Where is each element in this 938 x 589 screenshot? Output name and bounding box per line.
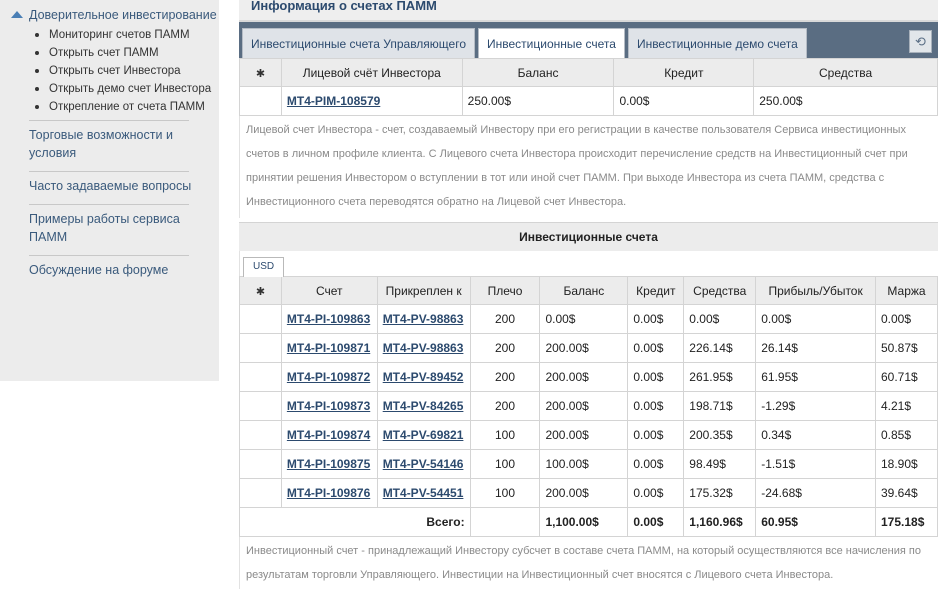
- total-funds: 1,160.96$: [684, 508, 756, 537]
- account-link[interactable]: MT4-PI-109871: [286, 341, 371, 355]
- account-link[interactable]: MT4-PI-109872: [286, 370, 371, 384]
- account-link[interactable]: MT4-PI-109873: [286, 399, 371, 413]
- settings-column[interactable]: [240, 277, 282, 305]
- attached-link[interactable]: MT4-PV-98863: [382, 341, 464, 355]
- column-header: Счет: [281, 277, 377, 305]
- sidebar: [0, 0, 219, 381]
- sidebar-subitem-open-investor[interactable]: Открыть счет Инвестора: [34, 62, 219, 80]
- main-content: [239, 0, 938, 589]
- account-link[interactable]: MT4-PI-109874: [286, 428, 371, 442]
- account-cell: [281, 334, 377, 363]
- column-header: Кредит: [614, 59, 754, 87]
- account-link[interactable]: MT4-PI-109875: [286, 457, 371, 471]
- account-cell: [281, 363, 377, 392]
- attached-link[interactable]: MT4-PV-84265: [382, 399, 464, 413]
- attached-cell: [377, 334, 470, 363]
- table-row: [240, 305, 938, 334]
- funds-cell: 0.00$: [684, 305, 756, 334]
- attached-cell: [377, 421, 470, 450]
- row-marker: [240, 450, 282, 479]
- account-cell: [281, 450, 377, 479]
- pl-cell: 61.95$: [756, 363, 876, 392]
- total-balance: 1,100.00$: [540, 508, 628, 537]
- pl-cell: -1.51$: [756, 450, 876, 479]
- row-marker: [240, 334, 282, 363]
- attached-cell: [377, 479, 470, 508]
- row-marker: [240, 305, 282, 334]
- attached-link[interactable]: MT4-PV-69821: [382, 428, 464, 442]
- leverage-cell: 200: [470, 305, 540, 334]
- credit-cell: 0.00$: [628, 392, 684, 421]
- attached-link[interactable]: MT4-PV-54451: [382, 486, 464, 500]
- sidebar-subitem-pamm-monitoring[interactable]: Мониторинг счетов ПАММ: [34, 26, 219, 44]
- margin-cell: 50.87$: [875, 334, 937, 363]
- balance-cell: 250.00$: [462, 87, 614, 116]
- section-title: Инвестиционные счета: [239, 222, 938, 251]
- attached-cell: [377, 363, 470, 392]
- table-row: [240, 392, 938, 421]
- account-cell: [281, 87, 462, 116]
- funds-cell: 175.32$: [684, 479, 756, 508]
- leverage-cell: 100: [470, 421, 540, 450]
- funds-cell: 261.95$: [684, 363, 756, 392]
- refresh-button[interactable]: [909, 30, 932, 53]
- total-empty: [470, 508, 540, 537]
- column-header: Средства: [754, 59, 938, 87]
- attached-cell: [377, 450, 470, 479]
- table-row: [240, 421, 938, 450]
- account-cell: [281, 479, 377, 508]
- investor-account-table: [239, 58, 938, 116]
- credit-cell: 0.00$: [628, 450, 684, 479]
- column-header: Прикреплен к: [377, 277, 470, 305]
- total-pl: 60.95$: [756, 508, 876, 537]
- balance-cell: 200.00$: [540, 421, 628, 450]
- tab-manager-accounts[interactable]: Инвестиционные счета Управляющего: [242, 28, 475, 58]
- leverage-cell: 100: [470, 479, 540, 508]
- credit-cell: 0.00$: [614, 87, 754, 116]
- column-header: Маржа: [875, 277, 937, 305]
- gear-icon[interactable]: ✱: [255, 67, 266, 80]
- table-header: [240, 59, 938, 87]
- pl-cell: -1.29$: [756, 392, 876, 421]
- balance-cell: 200.00$: [540, 334, 628, 363]
- margin-cell: 4.21$: [875, 392, 937, 421]
- column-header: Баланс: [540, 277, 628, 305]
- account-cell: [281, 305, 377, 334]
- balance-cell: 0.00$: [540, 305, 628, 334]
- row-marker: [240, 87, 282, 116]
- attached-link[interactable]: MT4-PV-54146: [382, 457, 464, 471]
- column-header: Кредит: [628, 277, 684, 305]
- credit-cell: 0.00$: [628, 421, 684, 450]
- account-cell: [281, 392, 377, 421]
- row-marker: [240, 392, 282, 421]
- sidebar-submenu: [34, 26, 219, 116]
- funds-cell: 98.49$: [684, 450, 756, 479]
- sidebar-item-trading-conditions[interactable]: Торговые возможности и условия: [29, 128, 173, 160]
- column-header: Плечо: [470, 277, 540, 305]
- row-marker: [240, 479, 282, 508]
- page-title: Информация о счетах ПАММ: [239, 0, 938, 22]
- balance-cell: 200.00$: [540, 363, 628, 392]
- attached-cell: [377, 392, 470, 421]
- funds-cell: 250.00$: [754, 87, 938, 116]
- margin-cell: 18.90$: [875, 450, 937, 479]
- gear-icon[interactable]: ✱: [255, 285, 266, 298]
- credit-cell: 0.00$: [628, 334, 684, 363]
- balance-cell: 200.00$: [540, 479, 628, 508]
- table-row: [240, 334, 938, 363]
- attached-cell: [377, 305, 470, 334]
- total-label: Всего:: [240, 508, 471, 537]
- credit-cell: 0.00$: [628, 305, 684, 334]
- sidebar-item-trust-investing[interactable]: [10, 6, 219, 24]
- balance-cell: 100.00$: [540, 450, 628, 479]
- balance-cell: 200.00$: [540, 392, 628, 421]
- attached-link[interactable]: MT4-PV-98863: [382, 312, 464, 326]
- tab-currency-usd[interactable]: USD: [243, 257, 284, 277]
- investor-account-note: Лицевой счет Инвестора - счет, создаваемый Инвестору при его регистрации в качестве пользователя Сервиса инвестиционных счетов в личном профиле клиента. С Лицевого счета Инвестора происходит перечисление средств на Инвестиционный счет при принятии решения Инвестором о вступлении в тот или иной счет ПАММ. При выходе Инвестора из счета ПАММ, средства с Инвестиционного счета переводятся обратно на Лицевой счет Инвестора.: [239, 116, 938, 218]
- margin-cell: 39.64$: [875, 479, 937, 508]
- leverage-cell: 200: [470, 334, 540, 363]
- attached-link[interactable]: MT4-PV-89452: [382, 370, 464, 384]
- column-header: Баланс: [462, 59, 614, 87]
- total-credit: 0.00$: [628, 508, 684, 537]
- funds-cell: 198.71$: [684, 392, 756, 421]
- pl-cell: 0.34$: [756, 421, 876, 450]
- margin-cell: 0.00$: [875, 305, 937, 334]
- account-link[interactable]: MT4-PI-109876: [286, 486, 371, 500]
- currency-tabs: [239, 251, 938, 276]
- pl-cell: 0.00$: [756, 305, 876, 334]
- settings-column[interactable]: [240, 59, 282, 87]
- sidebar-subitem-detach[interactable]: Открепление от счета ПАММ: [34, 98, 219, 116]
- pl-cell: 26.14$: [756, 334, 876, 363]
- row-marker: [240, 421, 282, 450]
- leverage-cell: 200: [470, 363, 540, 392]
- column-header: Средства: [684, 277, 756, 305]
- leverage-cell: 200: [470, 392, 540, 421]
- total-row: [240, 508, 938, 537]
- table-row: [240, 479, 938, 508]
- table-row: [240, 450, 938, 479]
- account-link[interactable]: MT4-PI-109863: [286, 312, 371, 326]
- table-row: [240, 363, 938, 392]
- account-link[interactable]: MT4-PIM-108579: [286, 94, 381, 108]
- investment-accounts-table: [239, 276, 938, 537]
- sidebar-subitem-open-pamm[interactable]: Открыть счет ПАММ: [34, 44, 219, 62]
- column-header: Прибыль/Убыток: [756, 277, 876, 305]
- credit-cell: 0.00$: [628, 363, 684, 392]
- tab-demo-accounts[interactable]: Инвестиционные демо счета: [628, 28, 807, 58]
- sidebar-item-forum[interactable]: Обсуждение на форуме: [29, 263, 169, 277]
- investment-account-note: Инвестиционный счет - принадлежащий Инвестору субсчет в составе счета ПАММ, на который осуществляются все начисления по результатам торговли Управляющего. Инвестиции на Инвестиционный счет вносятся с Лицевого счета Инвестора.: [239, 537, 938, 589]
- funds-cell: 200.35$: [684, 421, 756, 450]
- collapse-arrow-icon[interactable]: [10, 6, 24, 24]
- tabs-bar: [239, 22, 938, 58]
- funds-cell: 226.14$: [684, 334, 756, 363]
- pl-cell: -24.68$: [756, 479, 876, 508]
- account-cell: [281, 421, 377, 450]
- sidebar-item-examples[interactable]: Примеры работы сервиса ПАММ: [29, 212, 180, 244]
- margin-cell: 0.85$: [875, 421, 937, 450]
- sidebar-subitem-open-demo[interactable]: Открыть демо счет Инвестора: [34, 80, 219, 98]
- table-row: [240, 87, 938, 116]
- sidebar-item-label: Доверительное инвестирование: [29, 8, 217, 22]
- refresh-icon: ⟲: [915, 34, 926, 49]
- credit-cell: 0.00$: [628, 479, 684, 508]
- tab-investment-accounts[interactable]: Инвестиционные счета: [478, 28, 625, 58]
- column-header: Лицевой счёт Инвестора: [281, 59, 462, 87]
- row-marker: [240, 363, 282, 392]
- sidebar-item-faq[interactable]: Часто задаваемые вопросы: [29, 179, 192, 193]
- leverage-cell: 100: [470, 450, 540, 479]
- margin-cell: 60.71$: [875, 363, 937, 392]
- table-header: [240, 277, 938, 305]
- total-margin: 175.18$: [875, 508, 937, 537]
